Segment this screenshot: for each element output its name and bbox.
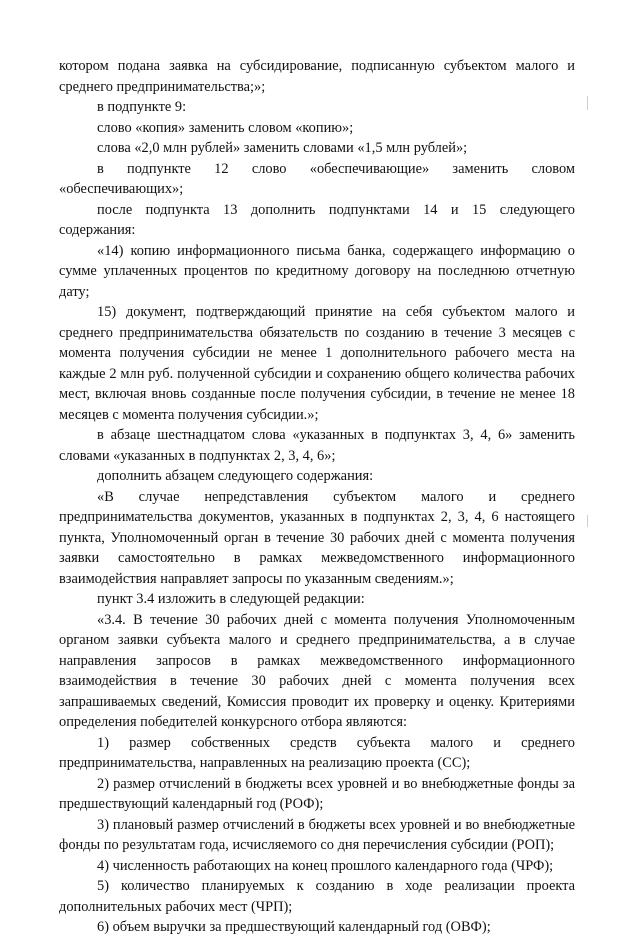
paragraph: в подпункте 9: — [97, 99, 187, 115]
paragraph: 4) численность работающих на конец прошлого календарного года (ЧРФ); — [97, 857, 554, 874]
paragraph: после подпункта 13 дополнить подпунктами 14 и 15 следующего содержания: — [59, 201, 575, 238]
paragraph: пункт 3.4 изложить в следующей редакции: — [97, 591, 365, 607]
paragraph: 6) объем выручки за предшествующий календарный год (ОВФ); — [97, 919, 491, 935]
paragraph: 3) плановый размер отчислений в бюджеты всех уровней и во внебюджетные фонды по результатам года, исчисляемого со дня перечисления субсидии (РОП); — [59, 816, 575, 853]
paragraph: в подпункте 12 слово «обеспечивающие» заменить словом «обеспечивающих»; — [59, 160, 575, 197]
paragraph: 15) документ, подтверждающий принятие на себя субъектом малого и среднего предпринимательства обязательств по созданию в течение 3 месяцев с момента получения субсидии не менее 1 дополнительного рабочего места на каждые 2 млн руб. полученной субсидии и сохранению общего количества рабочих мест, включая вновь созданные после получения субсидии, в течение не менее 18 месяцев с момента получения субсидии.»; — [59, 304, 575, 423]
paragraph: дополнить абзацем следующего содержания: — [97, 468, 374, 484]
paragraph: слова «2,0 млн рублей» заменить словами «1,5 млн рублей»; — [97, 140, 468, 156]
paragraph: 1) размер собственных средств субъекта малого и среднего предпринимательства, направленных на реализацию проекта (СС); — [59, 734, 575, 771]
scan-artifact — [587, 515, 588, 527]
paragraph: 2) размер отчислений в бюджеты всех уровней и во внебюджетные фонды за предшествующий календарный год (РОФ); — [59, 775, 575, 812]
paragraph: «В случае непредставления субъектом малого и среднего предпринимательства документов, указанных в подпунктах 2, 3, 4, 6 настоящего пункта, Уполномоченный орган в течение 30 рабочих дней с момента получения заявки самостоятельно в рамках межведомственного информационного взаимодействия направляет запросы по указанным сведениям.»; — [59, 488, 575, 587]
paragraph: котором подана заявка на субсидирование, подписанную субъектом малого и среднего предпринимательства;»; — [59, 58, 575, 95]
document-page — [59, 56, 575, 938]
scan-artifact — [587, 96, 588, 110]
paragraph: 5) количество планируемых к созданию в ходе реализации проекта дополнительных рабочих мест (ЧРП); — [59, 878, 575, 915]
paragraph: «14) копию информационного письма банка, содержащего информацию о сумме уплаченных процентов по кредитному договору на последнюю отчетную дату; — [59, 242, 575, 300]
paragraph: слово «копия» заменить словом «копию»; — [97, 119, 354, 136]
paragraph: в абзаце шестнадцатом слова «указанных в подпунктах 3, 4, 6» заменить словами «указанных в подпунктах 2, 3, 4, 6»; — [59, 427, 575, 464]
paragraph: «3.4. В течение 30 рабочих дней с момента получения Уполномоченным органом заявки субъекта малого и среднего предпринимательства, а в случае направления запросов в рамках межведомственного информационного взаимодействия в течение 30 рабочих дней с момента получения всех запрашиваемых сведений, Комиссия проводит их проверку и оценку. Критериями определения победителей конкурсного отбора являются: — [59, 611, 575, 730]
